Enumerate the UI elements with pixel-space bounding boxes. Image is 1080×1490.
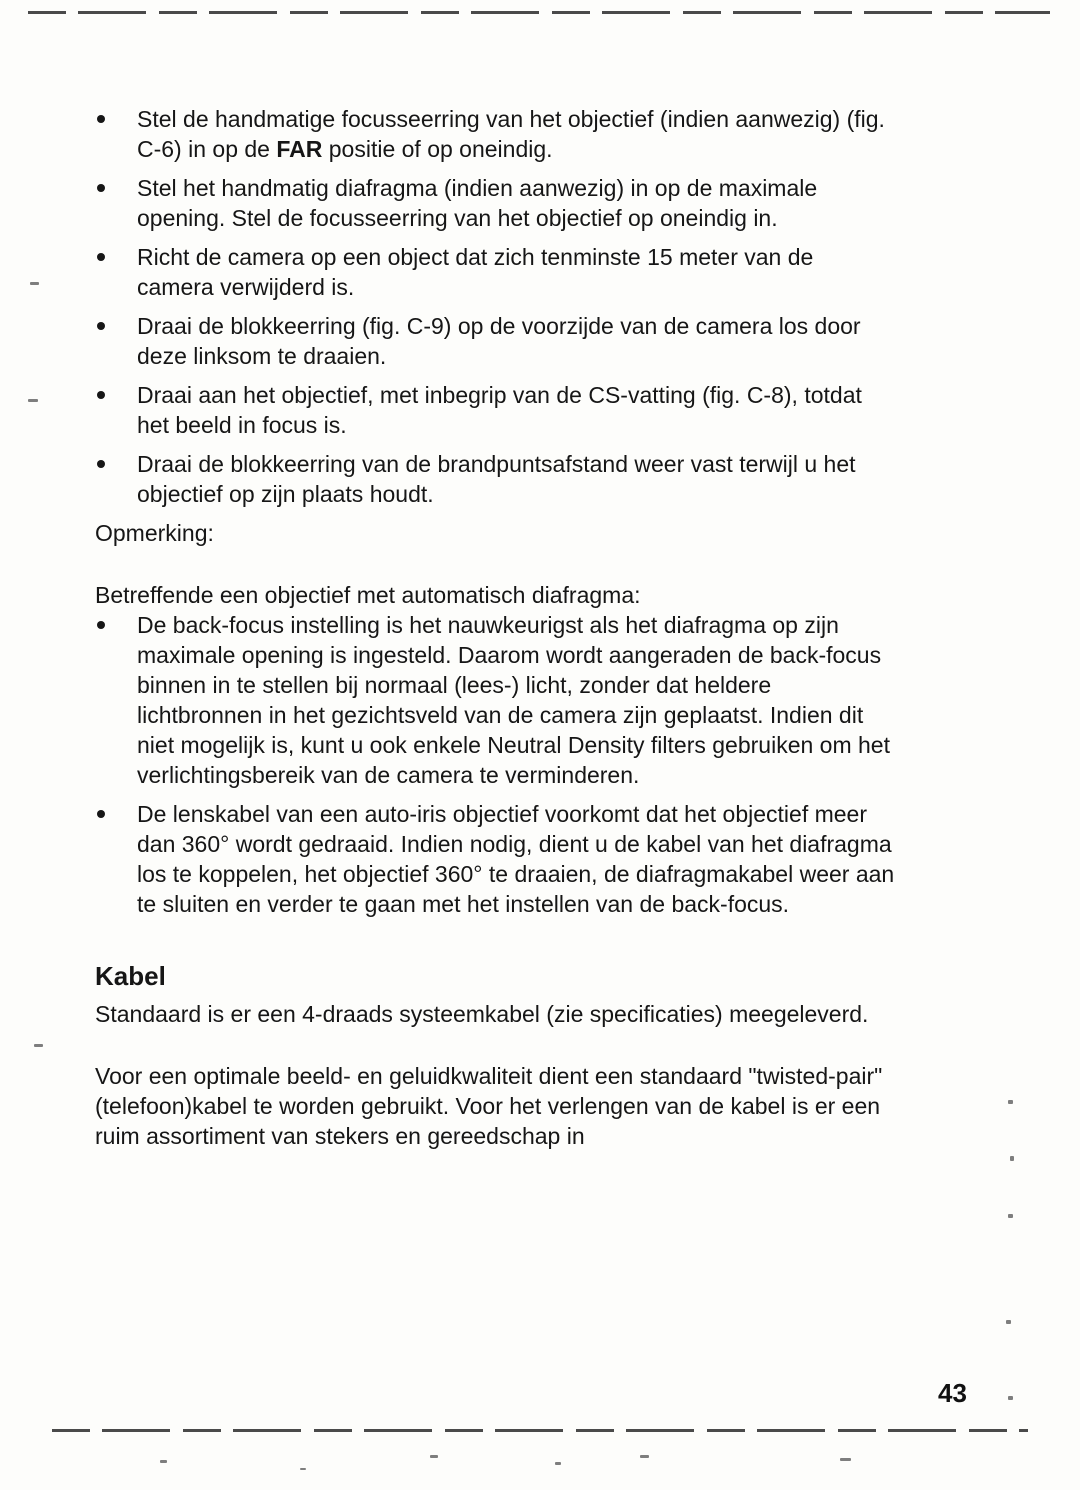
step-text: Draai de blokkeerring (fig. C-9) op de voorzijde van de camera los door deze linksom te draaien. — [137, 313, 861, 369]
scan-artifact — [160, 1460, 167, 1463]
section-heading-kabel: Kabel — [95, 961, 166, 991]
step-item — [95, 380, 895, 440]
note-list — [95, 610, 895, 919]
step-item — [95, 173, 895, 233]
note-subtitle: Betreffende een objectief met automatisch diafragma: — [95, 582, 641, 608]
step-item — [95, 104, 895, 164]
scan-artifact — [1008, 1214, 1013, 1218]
note-text: De back-focus instelling is het nauwkeurigst als het diafragma op zijn maximale opening is ingesteld. Daarom wordt aangeraden de back-focus binnen in te stellen bij normaal (lees-) licht, zonder dat heldere lichtbronnen in het gezichtsveld van de camera zijn geplaatst. Indien dit niet mogelijk is, kunt u ook enkele Neutral Density filters gebruiken om het verlichtingsbereik van de camera te verminderen. — [137, 612, 890, 788]
step-list — [95, 104, 895, 509]
step-text: Stel het handmatig diafragma (indien aanwezig) in op de maximale opening. Stel de focusseerring van het objectief op oneindig in. — [137, 175, 818, 231]
bullet-icon — [95, 449, 137, 509]
step-text: Draai aan het objectief, met inbegrip van de CS-vatting (fig. C-8), totdat het beeld in focus is. — [137, 382, 862, 438]
scan-artifact — [28, 399, 38, 402]
note-item — [95, 610, 895, 790]
scan-artifact — [1008, 1396, 1013, 1400]
bullet-icon — [95, 104, 137, 164]
bullet-icon — [95, 799, 137, 919]
page-number: 43 — [938, 1378, 967, 1408]
scan-artifact — [430, 1455, 438, 1458]
step-text-segment: positie of op oneindig. — [322, 136, 553, 162]
scan-artifact — [555, 1462, 561, 1465]
scan-artifact — [1008, 1100, 1013, 1104]
note-text: De lenskabel van een auto-iris objectief voorkomt dat het objectief meer dan 360° wordt gedraaid. Indien nodig, dient u de kabel van het diafragma los te koppelen, het objectief 360° te draaien, de diafragmakabel weer aan te sluiten en verder te gaan met het instellen van de back-focus. — [137, 801, 895, 917]
scan-artifact — [300, 1468, 306, 1470]
note-title: Opmerking: — [95, 520, 214, 546]
scan-artifact — [1006, 1320, 1011, 1324]
scan-artifact — [34, 1044, 43, 1047]
step-text-bold: FAR — [276, 136, 323, 162]
step-item — [95, 242, 895, 302]
step-text-segment: Stel de handmatige focusseerring van het objectief (indien aanwezig) (fig. C-6) in op de — [137, 106, 885, 162]
document-page-content — [95, 104, 895, 1151]
bullet-icon — [95, 173, 137, 233]
step-item — [95, 311, 895, 371]
scan-edge-top — [28, 11, 1050, 14]
bullet-icon — [95, 311, 137, 371]
step-text: Richt de camera op een object dat zich tenminste 15 meter van de camera verwijderd is. — [137, 244, 814, 300]
scan-edge-bottom — [52, 1429, 1028, 1432]
bullet-icon — [95, 380, 137, 440]
paragraph-cable-quality: Voor een optimale beeld- en geluidkwaliteit dient een standaard "twisted-pair" (telefoon)kabel te worden gebruikt. Voor het verlengen van de kabel is er een ruim assortiment van stekers en gereedschap in — [95, 1063, 883, 1149]
step-text: Draai de blokkeerring van de brandpuntsafstand weer vast terwijl u het objectief op zijn plaats houdt. — [137, 451, 856, 507]
paragraph-cable-standard: Standaard is er een 4-draads systeemkabel (zie specificaties) meegeleverd. — [95, 1001, 869, 1027]
scan-artifact — [640, 1455, 649, 1458]
note-item — [95, 799, 895, 919]
scan-artifact — [840, 1458, 851, 1461]
step-item — [95, 449, 895, 509]
scan-artifact — [30, 282, 39, 285]
bullet-icon — [95, 610, 137, 790]
step-text — [137, 104, 895, 164]
scan-artifact — [1010, 1156, 1014, 1161]
bullet-icon — [95, 242, 137, 302]
